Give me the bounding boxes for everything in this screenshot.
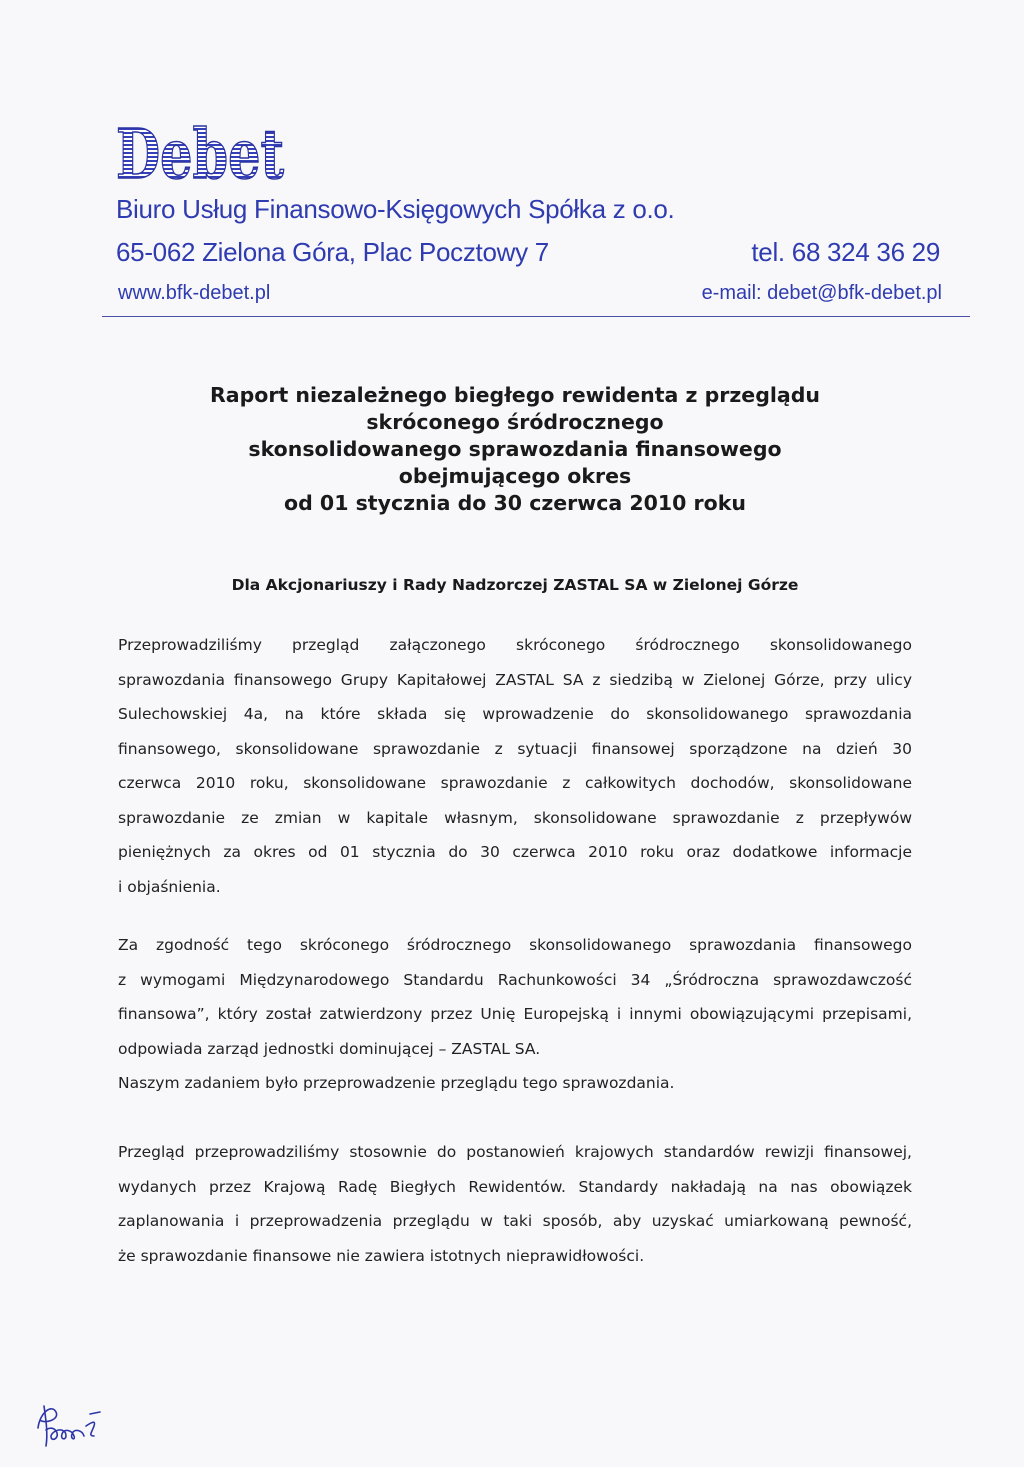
paragraph-line: finansowego, skonsolidowane sprawozdanie z sytuacji finansowej sporządzone na dzień 30 (118, 739, 912, 758)
paragraph-line: Naszym zadaniem było przeprowadzenie przeglądu tego sprawozdania. (118, 1074, 675, 1092)
paragraph-line: wydanych przez Krajową Radę Biegłych Rewidentów. Standardy nakładają na nas obowiązek (118, 1177, 912, 1196)
paragraph-line: sprawozdania finansowego Grupy Kapitałowej ZASTAL SA z siedzibą w Zielonej Górze, przy ulicy (118, 670, 912, 689)
company-address: 65-062 Zielona Góra, Plac Pocztowy 7 (116, 237, 549, 267)
paragraph-line: Przeprowadziliśmy przegląd załączonego skróconego śródrocznego skonsolidowanego (118, 636, 912, 654)
paragraph-line: Sulechowskiej 4a, na które składa się wprowadzenie do skonsolidowanego sprawozdania (118, 705, 912, 723)
paragraph-line: Przegląd przeprowadziliśmy stosownie do postanowień krajowych standardów rewizji finansowej, (118, 1143, 912, 1161)
paragraph-line: pieniężnych za okres od 01 stycznia do 30 czerwca 2010 roku oraz dodatkowe informacje (118, 843, 912, 861)
company-phone: tel. 68 324 36 29 (751, 237, 940, 267)
company-website[interactable]: www.bfk-debet.pl (118, 282, 271, 304)
company-name: Biuro Usług Finansowo-Księgowych Spółka z o.o. (116, 194, 675, 224)
paragraph-line: odpowiada zarząd jednostki dominującej – ZASTAL SA. (118, 1039, 541, 1058)
paragraph-line: czerwca 2010 roku, skonsolidowane sprawozdanie z całkowitych dochodów, skonsolidowane (118, 774, 912, 792)
title-line: skróconego śródrocznego (366, 410, 664, 434)
addressee: Dla Akcjonariuszy i Rady Nadzorczej ZASTAL SA w Zielonej Górze (231, 576, 799, 594)
debet-logo (116, 115, 286, 195)
body-paragraph-3 (118, 1135, 912, 1273)
paragraph-line: Za zgodność tego skróconego śródrocznego skonsolidowanego sprawozdania finansowego (118, 936, 912, 954)
paragraph-line: sprawozdanie ze zmian w kapitale własnym, skonsolidowane sprawozdanie z przepływów (118, 808, 912, 827)
company-email[interactable]: e-mail: debet@bfk-debet.pl (701, 282, 942, 304)
paragraph-line: finansowa”, który został zatwierdzony przez Unię Europejską i innymi obowiązującymi przepisami, (118, 1005, 912, 1023)
header-divider (102, 316, 970, 317)
title-line: obejmującego okres (398, 464, 632, 488)
paragraph-line: że sprawozdanie finansowe nie zawiera istotnych nieprawidłowości. (118, 1246, 645, 1265)
title-line: skonsolidowanego sprawozdania finansowego (248, 437, 782, 461)
paragraph-line: i objaśnienia. (118, 877, 221, 896)
title-line: od 01 stycznia do 30 czerwca 2010 roku (284, 491, 746, 515)
paragraph-line: zaplanowania i przeprowadzenia przeglądu w taki sposób, aby uzyskać umiarkowaną pewność, (118, 1212, 912, 1230)
logo-text: Debet (116, 115, 285, 195)
body-paragraph-2 (118, 928, 912, 1101)
report-title (110, 382, 920, 517)
title-line: Raport niezależnego biegłego rewidenta z przeglądu (209, 383, 821, 407)
body-paragraph-1 (118, 628, 912, 904)
handwritten-initials (30, 1390, 120, 1450)
paragraph-line: z wymogami Międzynarodowego Standardu Rachunkowości 34 „Śródroczna sprawozdawczość (118, 970, 912, 989)
